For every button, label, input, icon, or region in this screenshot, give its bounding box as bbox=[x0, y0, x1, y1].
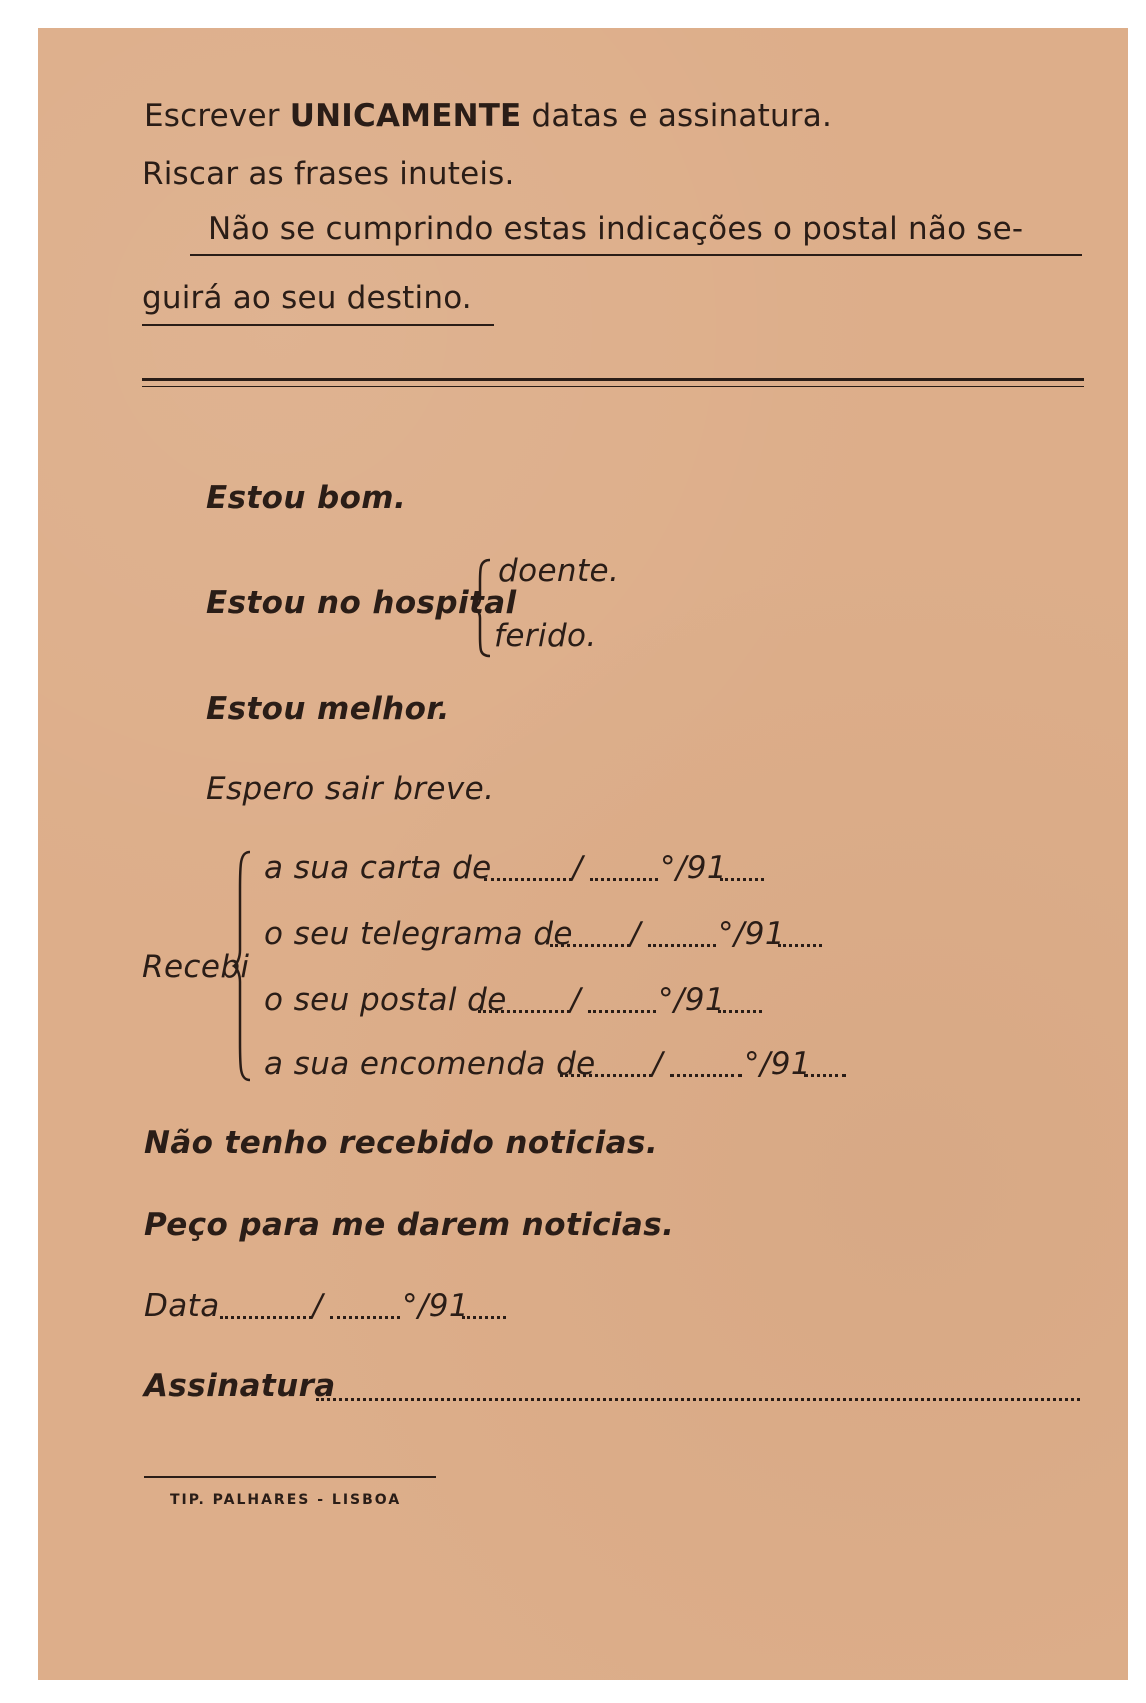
received-parcel-year-field[interactable] bbox=[804, 1074, 846, 1077]
received-letter-separator: / bbox=[572, 850, 583, 886]
received-parcel: a sua encomenda de bbox=[264, 1046, 596, 1082]
received-parcel-month-field[interactable] bbox=[670, 1074, 742, 1077]
date-year: °/91 bbox=[402, 1288, 469, 1324]
statement-sick: doente. bbox=[498, 553, 620, 589]
received-telegram-year-field[interactable] bbox=[778, 944, 822, 947]
signature-label: Assinatura bbox=[144, 1368, 336, 1404]
received-postcard-day-field[interactable] bbox=[478, 1010, 570, 1013]
postcard bbox=[38, 28, 1128, 1680]
date-day-field[interactable] bbox=[220, 1316, 312, 1319]
statement-hospital: Estou no hospital bbox=[206, 585, 517, 621]
received-telegram-separator: / bbox=[630, 916, 641, 952]
received-telegram-month-field[interactable] bbox=[648, 944, 716, 947]
instruction-underline-2 bbox=[142, 324, 494, 326]
instruction-line-4: guirá ao seu destino. bbox=[142, 280, 472, 316]
received-postcard-separator: / bbox=[570, 982, 581, 1018]
statement-well: Estou bom. bbox=[206, 480, 407, 516]
footer-rule bbox=[144, 1476, 436, 1478]
date-separator: / bbox=[312, 1288, 323, 1324]
received-parcel-day-field[interactable] bbox=[560, 1074, 652, 1077]
statement-leave: Espero sair breve. bbox=[206, 771, 495, 807]
printer-imprint: TIP. PALHARES - LISBOA bbox=[170, 1492, 402, 1508]
statement-wounded: ferido. bbox=[494, 618, 597, 654]
news-request: Peço para me darem noticias. bbox=[144, 1207, 675, 1243]
news-none: Não tenho recebido noticias. bbox=[144, 1125, 658, 1161]
instruction-line-3: Não se cumprindo estas indicações o postal não se- bbox=[208, 211, 1024, 247]
instruction-suffix: datas e assinatura. bbox=[521, 98, 833, 134]
separator-rule-top bbox=[142, 378, 1084, 381]
received-postcard: o seu postal de bbox=[264, 982, 507, 1018]
received-letter-day-field[interactable] bbox=[484, 878, 572, 881]
received-postcard-year: °/91 bbox=[658, 982, 725, 1018]
instruction-line-2: Riscar as frases inuteis. bbox=[142, 156, 515, 192]
date-label: Data bbox=[144, 1288, 220, 1324]
received-letter: a sua carta de bbox=[264, 850, 492, 886]
instruction-underline-1 bbox=[190, 254, 1082, 256]
received-telegram-year: °/91 bbox=[718, 916, 785, 952]
signature-field[interactable] bbox=[316, 1398, 1080, 1401]
date-year-field[interactable] bbox=[462, 1316, 506, 1319]
received-letter-year-field[interactable] bbox=[720, 878, 764, 881]
received-telegram-day-field[interactable] bbox=[550, 944, 630, 947]
separator-rule-bottom bbox=[142, 386, 1084, 387]
received-postcard-month-field[interactable] bbox=[588, 1010, 656, 1013]
instruction-line-1 bbox=[144, 98, 832, 134]
received-parcel-year: °/91 bbox=[744, 1046, 811, 1082]
received-letter-month-field[interactable] bbox=[590, 878, 658, 881]
instruction-emphasis: UNICAMENTE bbox=[289, 98, 522, 134]
received-letter-year: °/91 bbox=[660, 850, 727, 886]
instruction-prefix: Escrever bbox=[144, 98, 290, 134]
date-month-field[interactable] bbox=[330, 1316, 400, 1319]
received-parcel-separator: / bbox=[652, 1046, 663, 1082]
received-telegram: o seu telegrama de bbox=[264, 916, 573, 952]
statement-better: Estou melhor. bbox=[206, 691, 450, 727]
received-postcard-year-field[interactable] bbox=[718, 1010, 762, 1013]
received-label: Recebi bbox=[142, 949, 250, 985]
